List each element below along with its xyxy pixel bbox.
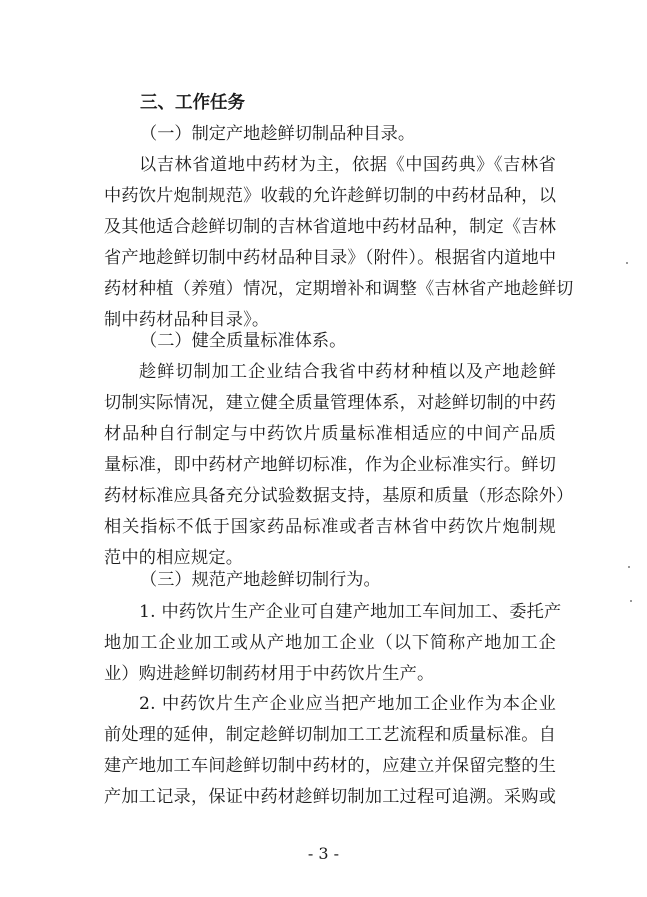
- list-item-2: [104, 689, 556, 813]
- paragraph-line: 量标准，即中药材产地鲜切标准，作为企业标准实行。鲜切: [104, 455, 557, 475]
- subsection-title-3: （三）规范产地趁鲜切制行为。: [140, 570, 381, 590]
- paragraph-line: 相关指标不低于国家药品标准或者吉林省中药饮片炮制规: [104, 517, 556, 537]
- page-number: - 3 -: [307, 844, 340, 863]
- scan-speck: [626, 262, 628, 264]
- paragraph-line: 建产地加工车间趁鲜切制中药材的，应建立并保留完整的生: [104, 756, 557, 776]
- paragraph-line: 材品种自行制定与中药饮片质量标准相适应的中间产品质: [104, 424, 556, 444]
- paragraph-line: 中药饮片炮制规范》收载的允许趁鲜切制的中药材品种，以: [104, 186, 557, 206]
- paragraph-line: 趁鲜切制加工企业结合我省中药材种植以及产地趁鲜: [139, 362, 556, 382]
- scan-speck: [630, 600, 632, 602]
- paragraph-line: 地加工企业加工或从产地加工企业（以下简称产地加工企: [104, 633, 556, 653]
- subsection-title-2: （二）健全质量标准体系。: [140, 331, 347, 351]
- paragraph-line: 业）购进趁鲜切制药材用于中药饮片生产。: [104, 664, 435, 684]
- paragraph-line: 范中的相应规定。: [104, 548, 244, 568]
- paragraph-line: 以吉林省道地中药材为主，依据《中国药典》《吉林省: [139, 155, 556, 175]
- paragraph-line: 省产地趁鲜切制中药材品种目录》（附件）。根据省内道地中: [104, 248, 557, 268]
- paragraph-line: 前处理的延伸，制定趁鲜切制加工工艺流程和质量标准。自: [104, 725, 557, 745]
- scan-speck: [628, 566, 630, 568]
- paragraph-2: [104, 357, 574, 574]
- paragraph-line: 切制实际情况，建立健全质量管理体系，对趁鲜切制的中药: [104, 393, 557, 413]
- paragraph-line: 1. 中药饮片生产企业可自建产地加工车间加工、委托产: [139, 602, 562, 622]
- paragraph-line: 药材种植（养殖）情况，定期增补和调整《吉林省产地趁鲜切: [104, 279, 574, 299]
- paragraph-line: 药材标准应具备充分试验数据支持，基原和质量（形态除外）: [104, 486, 574, 506]
- paragraph-line: 制中药材品种目录》。: [104, 310, 270, 330]
- paragraph-line: 2. 中药饮片生产企业应当把产地加工企业作为本企业: [139, 694, 556, 714]
- section-heading: 三、工作任务: [140, 93, 245, 113]
- list-item-1: [104, 597, 562, 690]
- paragraph-line: 及其他适合趁鲜切制的吉林省道地中药材品种，制定《吉林: [104, 217, 557, 237]
- subsection-title-1: （一）制定产地趁鲜切制品种目录。: [140, 124, 416, 144]
- paragraph-1: [104, 150, 574, 336]
- paragraph-line: 产加工记录，保证中药材趁鲜切制加工过程可追溯。采购或: [104, 787, 557, 807]
